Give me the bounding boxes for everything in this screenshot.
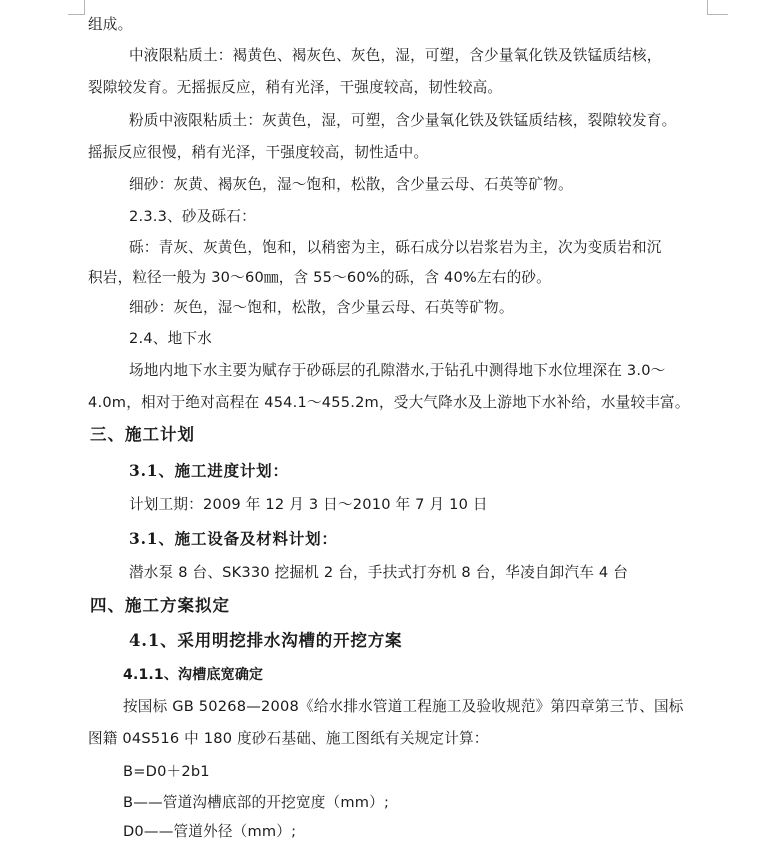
text-line: 积岩，粒径一般为 30～60㎜，含 55～60%的砾，含 40%左右的砂。 <box>88 269 551 286</box>
section-heading-4-1: 4.1、采用明挖排水沟槽的开挖方案 <box>129 631 403 650</box>
chapter-heading-3: 三、施工计划 <box>90 425 195 444</box>
text-line: 细砂：灰黄、褐灰色，湿～饱和，松散，含少量云母、石英等矿物。 <box>129 176 573 193</box>
text-line: 组成。 <box>88 16 133 33</box>
text-line: 4.0m，相对于绝对高程在 454.1～455.2m，受大气降水及上游地下水补给，水量较丰富。 <box>88 394 690 411</box>
text-line: 场地内地下水主要为赋存于砂砾层的孔隙潜水,于钻孔中测得地下水位埋深在 3.0～ <box>129 362 666 379</box>
section-heading-3-1-equipment: 3.1、施工设备及材料计划： <box>129 529 338 548</box>
text-line: 细砂：灰色，湿～饱和，松散，含少量云母、石英等矿物。 <box>129 299 514 316</box>
section-heading-2-4: 2.4、地下水 <box>129 330 212 347</box>
text-line: 图籍 04S516 中 180 度砂石基础、施工图纸有关规定计算： <box>88 730 489 747</box>
text-line: 砾：青灰、灰黄色，饱和，以稍密为主，砾石成分以岩浆岩为主，次为变质岩和沉 <box>129 239 662 256</box>
text-line: 按国标 GB 50268—2008《给水排水管道工程施工及验收规范》第四章第三节、国标 <box>123 698 684 715</box>
text-line: 摇振反应很慢，稍有光泽，干强度较高，韧性适中。 <box>88 144 429 161</box>
text-line: B——管道沟槽底部的开挖宽度（mm）; <box>123 794 390 811</box>
text-line: 潜水泵 8 台、SK330 挖掘机 2 台，手扶式打夯机 8 台，华凌自卸汽车 4 台 <box>129 564 629 581</box>
section-heading-2-3-3: 2.3.3、砂及砾石： <box>129 208 256 225</box>
text-line: 中液限粘质土：褐黄色、褐灰色、灰色，湿，可塑，含少量氧化铁及铁锰质结核， <box>129 47 662 64</box>
text-line: 粉质中液限粘质土：灰黄色，湿，可塑，含少量氧化铁及铁锰质结核，裂隙较发育。 <box>129 112 677 129</box>
section-heading-4-1-1: 4.1.1、沟槽底宽确定 <box>123 667 264 683</box>
text-line: 裂隙较发育。无摇振反应，稍有光泽，干强度较高，韧性较高。 <box>88 79 503 96</box>
text-line: D0——管道外径（mm）; <box>123 823 297 840</box>
chapter-heading-4: 四、施工方案拟定 <box>90 596 230 615</box>
formula-line: B=D0＋2b1 <box>123 763 210 780</box>
text-line: 计划工期：2009 年 12 月 3 日～2010 年 7 月 10 日 <box>129 496 488 513</box>
section-heading-3-1-schedule: 3.1、施工进度计划： <box>129 461 289 480</box>
